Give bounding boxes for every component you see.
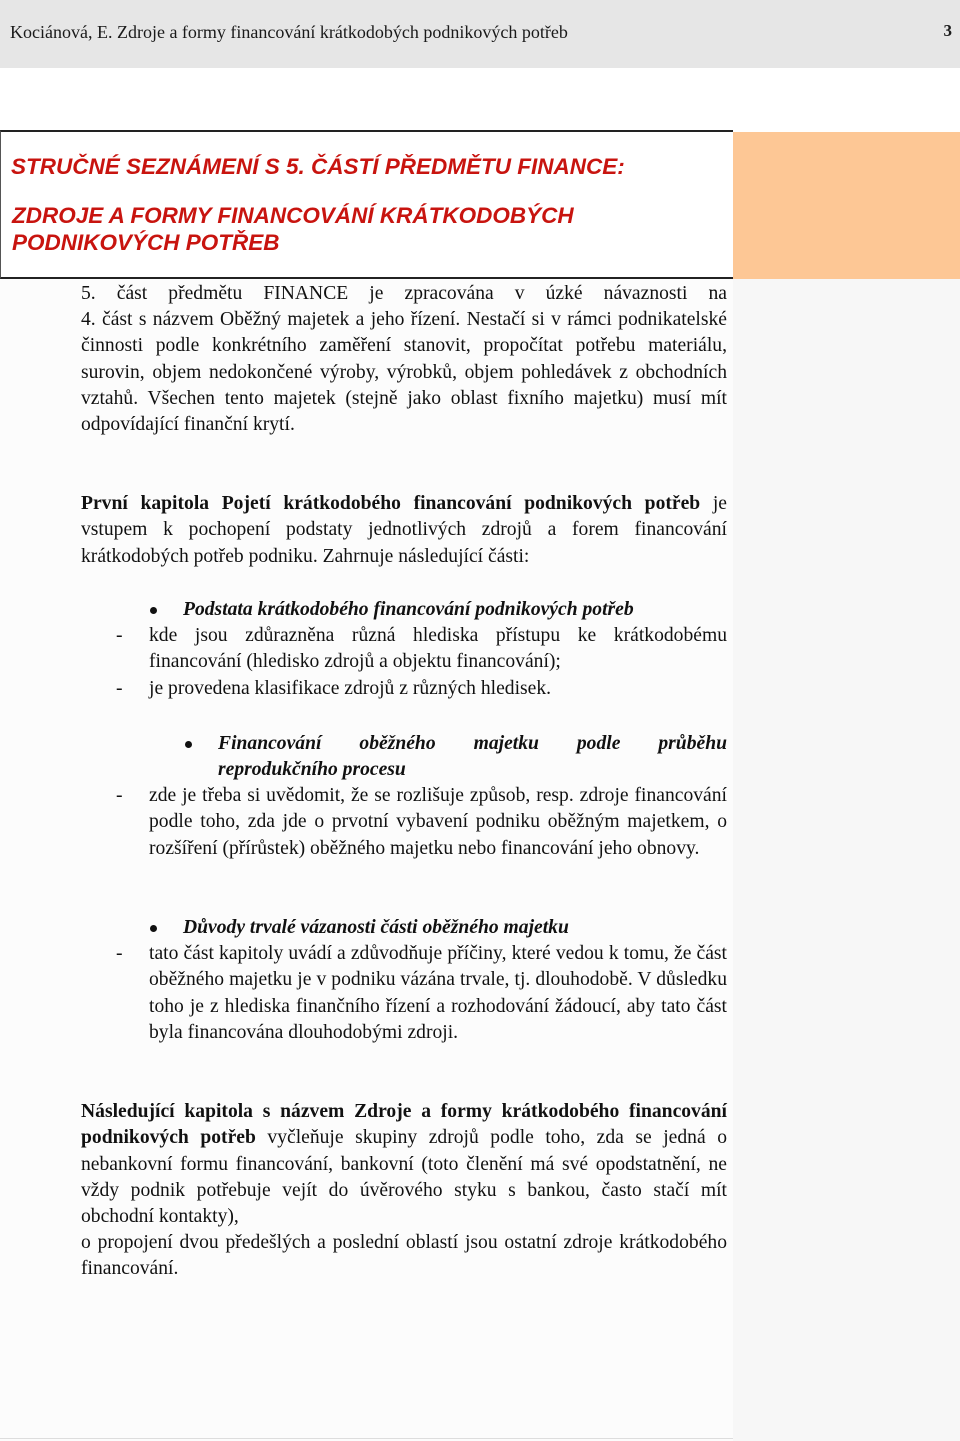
chapter1-text: je vstupem k pochopení podstaty jednotlivých zdrojů a forem financování krátkodobých potřeb podniku. Zahrnuje následující části: [81, 493, 727, 567]
dash-text: zde je třeba si uvědomit, že se rozlišuje způsob, resp. zdroje financování podle toho, zda jde o prvotní vybavení podniku oběžným majetkem, o rozšíření (přírůstek) oběžného majetku nebo financování jeho obnovy. [149, 785, 727, 859]
page-bottom-rule [0, 1438, 733, 1439]
dash-marker: - [116, 678, 123, 699]
sidebar-accent-block [733, 132, 960, 279]
bullet-icon [150, 607, 157, 614]
dash-marker: - [116, 943, 123, 964]
chapter1-title: První kapitola Pojetí krátkodobého financování podnikových potřeb [81, 493, 701, 514]
bullet-label: Podstata krátkodobého financování podnikových potřeb [183, 599, 634, 620]
page-header [0, 0, 960, 68]
chapter2-paragraph [81, 1099, 727, 1230]
dash-marker: - [116, 785, 123, 806]
bullet-icon [150, 925, 157, 932]
intro-paragraph: 4. část s názvem Oběžný majetek a jeho řízení. Nestačí si v rámci podnikatelské činnosti podle konkrétního zaměření stanovit, propočítat potřebu materiálu, surovin, objem nedokončené výroby, výrobků, objem pohledávek z obchodních vztahů. Všechen tento majetek (stejně jako oblast fixního majetku) musí mít odpovídající finanční krytí. [81, 309, 727, 436]
chapter2-closing: o propojení dvou předešlých a poslední oblastí jsou ostatní zdroje krátkodobého financování. [81, 1232, 727, 1280]
chapter1-paragraph [81, 491, 727, 570]
dash-text: kde jsou zdůrazněna různá hlediska přístupu ke krátkodobému financování (hledisko zdrojů a objektu financování); [149, 625, 727, 673]
chapter2-text: vyčleňuje skupiny zdrojů podle toho, zda se jedná o nebankovní formu financování, bankovní (toto členění má své opodstatnění, ne vždy podnik potřebuje vejít do úvěrového styku s bankou, často stačí mít obchodní kontakty), [81, 1127, 727, 1228]
dash-text: tato část kapitoly uvádí a zdůvodňuje příčiny, které vedou k tomu, že část oběžného majetku je v podniku vázána trvale, tj. dlouhodobě. V důsledku toho je z hlediska finančního řízení a rozhodování žádoucí, aby tato část byla financována dlouhodobými zdroji. [149, 943, 727, 1043]
chapter2-title: Následující kapitola s názvem Zdroje a formy krátkodobého financování podnikových potřeb [81, 1101, 727, 1149]
bullet-label: Financování oběžného majetku podle průběhu [218, 733, 727, 754]
section-heading: STRUČNÉ SEZNÁMENÍ S 5. ČÁSTÍ PŘEDMĚTU FINANCE: [11, 154, 625, 179]
intro-line-1: 5. část předmětu FINANCE je zpracována v úzké návaznosti na [81, 283, 727, 304]
bullet-icon [185, 741, 192, 748]
sidebar-margin [733, 132, 960, 1441]
section-subheading: ZDROJE A FORMY FINANCOVÁNÍ KRÁTKODOBÝCH PODNIKOVÝCH POTŘEB [12, 203, 574, 255]
page-number: 3 [943, 21, 952, 40]
running-title: Kociánová, E. Zdroje a formy financování krátkodobých podnikových potřeb [10, 22, 568, 42]
bullet-label-continued: reprodukčního procesu [218, 759, 406, 780]
dash-text: je provedena klasifikace zdrojů z různých hledisek. [149, 678, 552, 699]
bullet-label: Důvody trvalé vázanosti části oběžného majetku [183, 917, 569, 938]
dash-marker: - [116, 625, 123, 646]
